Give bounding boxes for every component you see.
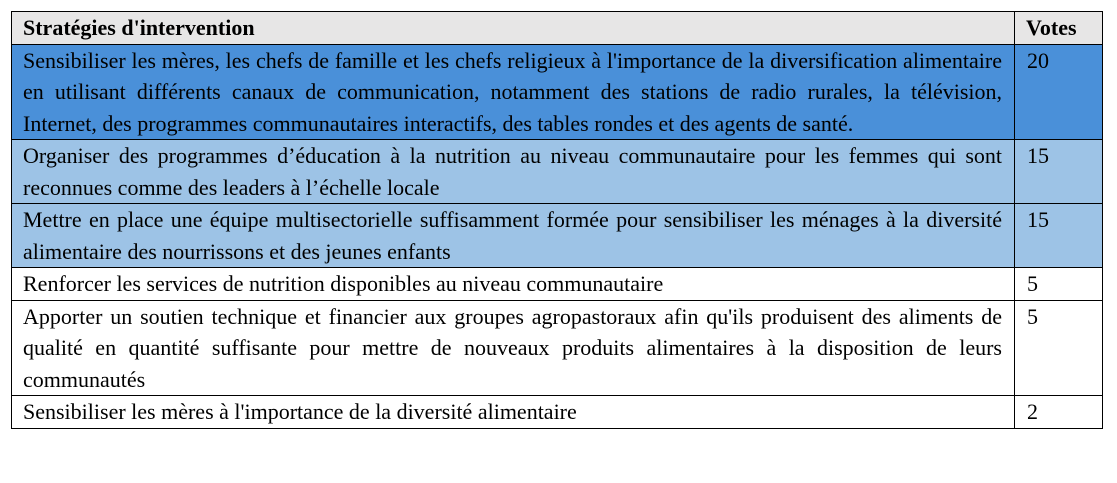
strategy-cell: Renforcer les services de nutrition disponibles au niveau communautaire bbox=[12, 268, 1015, 301]
strategies-votes-table bbox=[11, 11, 1103, 429]
votes-cell: 5 bbox=[1015, 300, 1103, 396]
strategy-cell: Sensibiliser les mères à l'importance de la diversité alimentaire bbox=[12, 396, 1015, 429]
votes-cell: 5 bbox=[1015, 268, 1103, 301]
table-row bbox=[12, 300, 1103, 396]
table-header-row bbox=[12, 12, 1103, 45]
votes-cell: 20 bbox=[1015, 44, 1103, 140]
votes-cell: 15 bbox=[1015, 140, 1103, 204]
votes-cell: 15 bbox=[1015, 204, 1103, 268]
header-strategy: Stratégies d'intervention bbox=[12, 12, 1015, 45]
header-votes: Votes bbox=[1015, 12, 1103, 45]
table-row bbox=[12, 268, 1103, 301]
strategy-cell: Apporter un soutien technique et financier aux groupes agropastoraux afin qu'ils produisent des aliments de qualité en quantité suffisante pour mettre de nouveaux produits alimentaires à la disposition de leurs communautés bbox=[12, 300, 1015, 396]
strategy-cell: Mettre en place une équipe multisectorielle suffisamment formée pour sensibiliser les ménages à la diversité alimentaire des nourrissons et des jeunes enfants bbox=[12, 204, 1015, 268]
table-row bbox=[12, 140, 1103, 204]
table-row bbox=[12, 396, 1103, 429]
strategy-cell: Sensibiliser les mères, les chefs de famille et les chefs religieux à l'importance de la diversification alimentaire en utilisant différents canaux de communication, notamment des stations de radio rurales, la télévision, Internet, des programmes communautaires interactifs, des tables rondes et des agents de santé. bbox=[12, 44, 1015, 140]
table-row bbox=[12, 204, 1103, 268]
votes-cell: 2 bbox=[1015, 396, 1103, 429]
table-row bbox=[12, 44, 1103, 140]
strategy-cell: Organiser des programmes d’éducation à la nutrition au niveau communautaire pour les femmes qui sont reconnues comme des leaders à l’échelle locale bbox=[12, 140, 1015, 204]
